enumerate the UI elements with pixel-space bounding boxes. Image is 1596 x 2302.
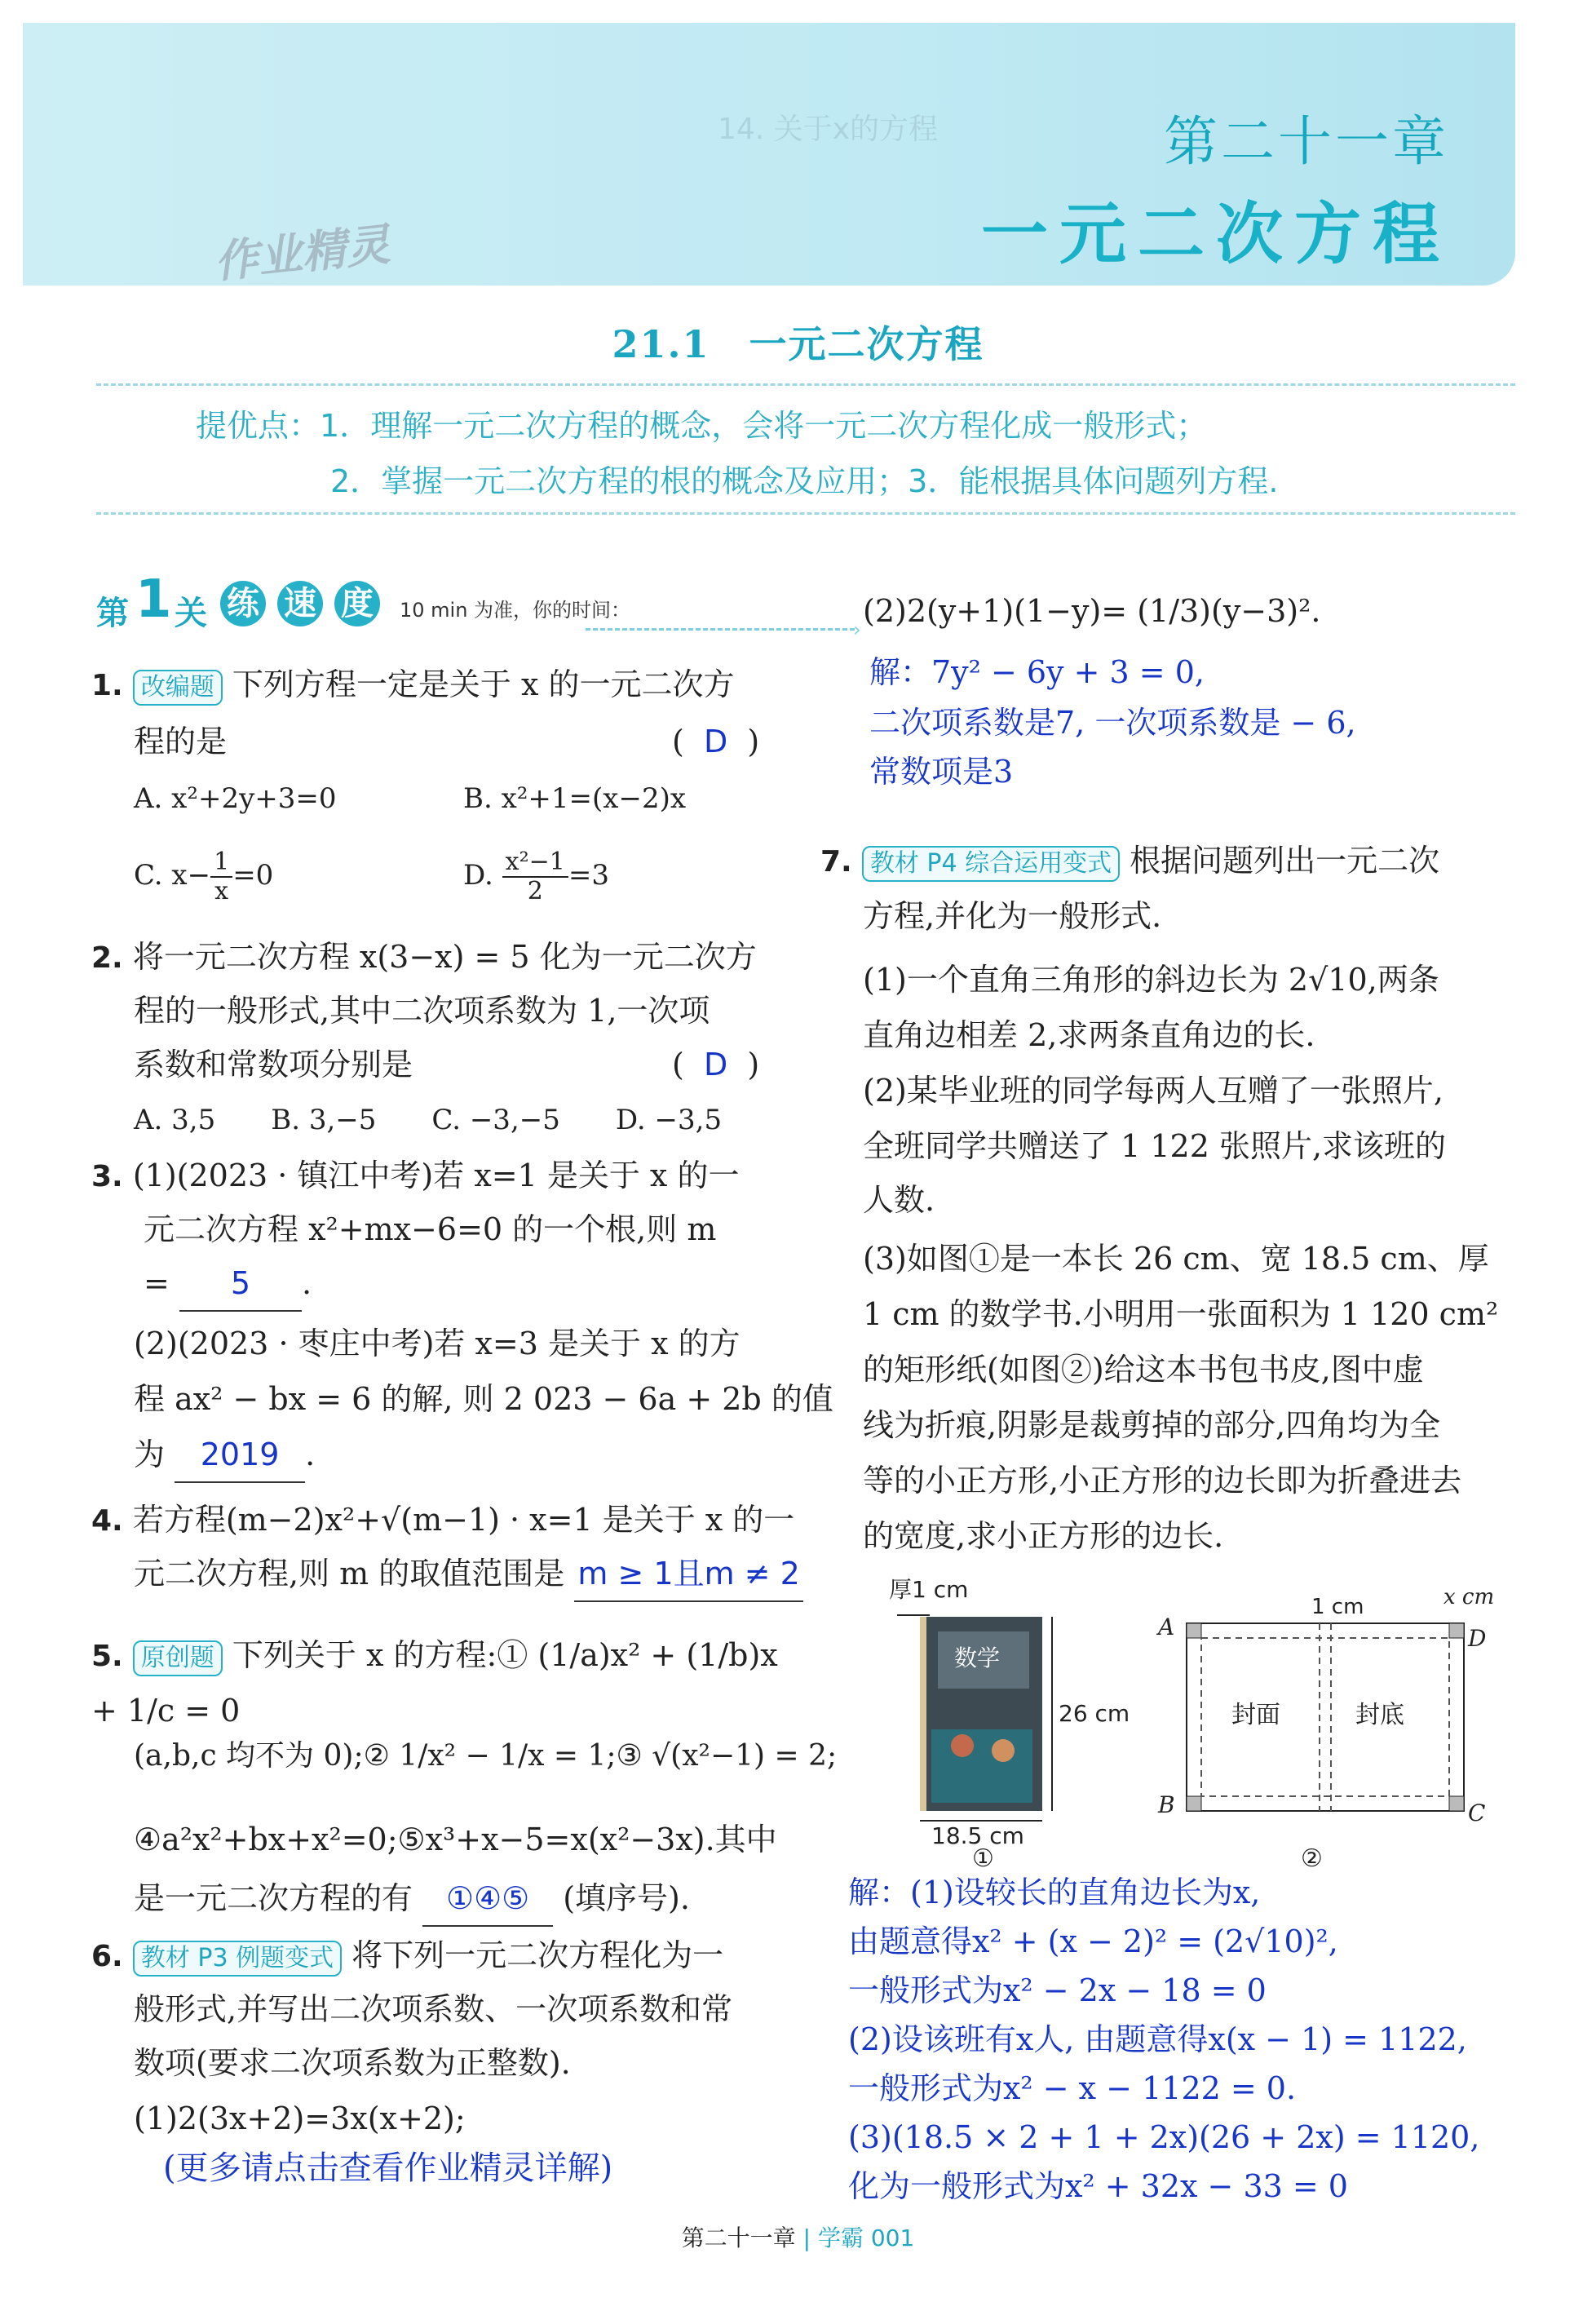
bleed-through-text: 14. 关于x的方程 — [718, 113, 939, 146]
q1-answer: D — [703, 724, 728, 759]
q6-solution-2: 二次项系数是7, 一次项系数是 − 6, — [869, 705, 1356, 741]
question-7: 7. 教材 P4 综合运用变式 根据问题列出一元二次 — [820, 834, 1530, 889]
fig2-caption: ② — [1301, 1844, 1323, 1868]
key-line-1: 1．理解一元二次方程的概念，会将一元二次方程化成一般形式； — [320, 408, 1208, 444]
section-title: 21.1 一元二次方程 — [612, 322, 984, 366]
footer-brand: 学霸 — [817, 2225, 864, 2251]
badge-du: 度 — [334, 581, 380, 626]
q2-line3: 系数和常数项分别是 ( D ) — [134, 1047, 760, 1082]
page-number: 001 — [870, 2225, 915, 2251]
q7-line5: (2)某毕业班的同学每两人互赠了一张照片, — [863, 1073, 1443, 1109]
fig2-vertex-c: C — [1468, 1800, 1486, 1826]
tag-textbook-p3: 教材 P3 例题变式 — [133, 1941, 342, 1977]
q1-line2: 程的是 ( D ) — [134, 724, 760, 759]
fig2-corner-b — [1187, 1796, 1201, 1811]
fig2-x-label: x cm — [1443, 1585, 1495, 1609]
q1-option-b: B. x²+1=(x−2)x — [463, 782, 687, 815]
q6-part2: (2)2(y+1)(1−y)= (1/3)(y−3)². — [863, 593, 1321, 629]
chapter-title: 一元二次方程 — [980, 196, 1451, 273]
question-2: 2. 将一元二次方程 x(3−x) = 5 化为一元二次方 — [91, 939, 757, 975]
level-header — [96, 569, 861, 641]
divider-top — [96, 383, 1515, 386]
tag-adapted: 改编题 — [133, 670, 223, 706]
fig1-caption: ① — [972, 1844, 994, 1868]
q4-line2: 元二次方程,则 m 的取值范围是 m ≥ 1且m ≠ 2 — [134, 1547, 819, 1602]
badge-lian: 练 — [220, 581, 266, 626]
q2-options: A. 3,5 B. 3,−5 C. −3,−5 D. −3,5 — [134, 1104, 723, 1136]
q1-option-d: D. $\frac{\text{x²−1}}{2}$ =3 — [463, 848, 609, 905]
footer-chapter: 第二十一章 — [681, 2225, 796, 2251]
fig1-art-figure-2 — [992, 1739, 1015, 1762]
q7-solution-1: 解：(1)设较长的直角边长为x, — [848, 1875, 1261, 1910]
q1-option-a: A. x²+2y+3=0 — [134, 782, 337, 815]
q2-answer: D — [703, 1047, 728, 1082]
badge-su: 速 — [277, 581, 323, 626]
q7-line6: 全班同学共赠送了 1 122 张照片,求该班的 — [863, 1128, 1447, 1164]
fig2-vertex-b: B — [1158, 1791, 1175, 1818]
q3-line3: = 5 . — [144, 1256, 312, 1312]
q7-line8: (3)如图①是一本长 26 cm、宽 18.5 cm、厚 — [863, 1241, 1489, 1277]
q7-line13: 的宽度,求小正方形的边长. — [863, 1518, 1224, 1554]
q6-line3: 数项(要求二次项系数为正整数). — [134, 2045, 571, 2081]
q6-solution-3: 常数项是3 — [869, 754, 1014, 790]
q6-solution-1: 解：7y² − 6y + 3 = 0, — [869, 654, 1205, 690]
key-label: 提优点： — [196, 408, 321, 444]
level-guan: 关 — [175, 595, 207, 632]
q5-answer: ①④⑤ — [422, 1871, 553, 1927]
fig2-back-label: 封底 — [1355, 1701, 1404, 1729]
fig1-book-title: 数学 — [954, 1645, 1001, 1671]
fig2-paper — [1187, 1623, 1464, 1811]
q7-line7: 人数. — [863, 1182, 935, 1218]
q7-line3: (1)一个直角三角形的斜边长为 2√10,两条 — [863, 962, 1439, 998]
fig1-art-figure-1 — [951, 1734, 974, 1757]
question-4: 4. 若方程(m−2)x²+√(m−1) · x=1 是关于 x 的一 — [91, 1502, 795, 1538]
footer-separator: | — [802, 2225, 811, 2251]
question-1: 1. 改编题 下列方程一定是关于 x 的一元二次方 — [91, 657, 793, 713]
q5-line2: (a,b,c 均不为 0);② 1/x² − 1/x = 1;③ √(x²−1) = 2; — [134, 1739, 838, 1773]
q3-line4: (2)(2023 · 枣庄中考)若 x=3 是关于 x 的方 — [134, 1326, 741, 1361]
q6-part1: (1)2(3x+2)=3x(x+2); — [134, 2101, 466, 2136]
question-6: 6. 教材 P3 例题变式 将下列一元二次方程化为一 — [91, 1928, 809, 1984]
fig1-thickness-label: 厚1 cm — [889, 1576, 969, 1603]
tag-textbook-p4: 教材 P4 综合运用变式 — [862, 846, 1120, 882]
q7-line10: 的矩形纸(如图②)给这本书包书皮,图中虚 — [863, 1352, 1424, 1388]
chapter-number: 第二十一章 — [1164, 110, 1449, 173]
q5-line3: ④a²x²+bx+x²=0;⑤x³+x−5=x(x²−3x).其中 — [134, 1822, 777, 1857]
q3-answer-1: 5 — [179, 1256, 302, 1312]
more-details-link[interactable]: (更多请点击查看作业精灵详解) — [163, 2149, 613, 2187]
fig1-width-label: 18.5 cm — [931, 1822, 1024, 1849]
q7-solution-3: 一般形式为x² − 2x − 18 = 0 — [848, 1972, 1267, 2008]
page-footer — [0, 2220, 1596, 2253]
watermark-logo: 作业精灵 — [211, 218, 393, 289]
q7-line4: 直角边相差 2,求两条直角边的长. — [863, 1017, 1315, 1053]
q7-solution-6: (3)(18.5 × 2 + 1 + 2x)(26 + 2x) = 1120, — [848, 2119, 1480, 2155]
divider-bottom — [96, 512, 1515, 515]
question-3: 3. (1)(2023 · 镇江中考)若 x=1 是关于 x 的一 — [91, 1158, 740, 1193]
q3-line6: 为 2019 . — [134, 1428, 315, 1483]
time-line — [586, 628, 855, 631]
fig2-vertex-d: D — [1468, 1625, 1487, 1652]
fig1-book-spine — [920, 1617, 926, 1811]
q7-line12: 等的小正方形,小正方形的边长即为折叠进去 — [863, 1463, 1462, 1499]
q7-solution-2: 由题意得x² + (x − 2)² = (2√10)², — [848, 1923, 1338, 1959]
q7-line11: 线为折痕,阴影是裁剪掉的部分,四角均为全 — [863, 1407, 1441, 1443]
q7-solution-7: 化为一般形式为x² + 32x − 33 = 0 — [848, 2168, 1348, 2204]
key-line-2: 2．掌握一元二次方程的根的概念及应用；3．能根据具体问题列方程. — [330, 463, 1279, 499]
arrow-icon: › — [853, 618, 861, 641]
fig2-corner-c — [1449, 1796, 1464, 1811]
key-points — [196, 398, 1278, 509]
q7-line9: 1 cm 的数学书.小明用一张面积为 1 120 cm² — [863, 1296, 1499, 1332]
q4-answer: m ≥ 1且m ≠ 2 — [574, 1547, 802, 1602]
fig2-corner-a — [1187, 1623, 1201, 1638]
fig2-front-label: 封面 — [1231, 1701, 1280, 1729]
q3-line2: 元二次方程 x²+mx−6=0 的一个根,则 m — [144, 1211, 717, 1247]
fig2-corner-d — [1449, 1623, 1464, 1638]
q7-line2: 方程,并化为一般形式. — [863, 898, 1162, 934]
time-note: 10 min 为准，你的时间： — [400, 599, 631, 622]
fig1-cover-art — [931, 1729, 1032, 1803]
fig2-vertex-a: A — [1158, 1614, 1175, 1640]
q5-line4: 是一元二次方程的有 ①④⑤ (填序号). — [134, 1871, 690, 1927]
q7-solution-4: (2)设该班有x人, 由题意得x(x − 1) = 1122, — [848, 2021, 1467, 2057]
q7-solution-5: 一般形式为x² − x − 1122 = 0. — [848, 2070, 1297, 2106]
q7-figures — [881, 1566, 1533, 1868]
tag-original: 原创题 — [133, 1640, 223, 1676]
level-di: 第 — [96, 595, 129, 632]
fig1-height-label: 26 cm — [1059, 1700, 1130, 1727]
level-number: 1 — [135, 569, 172, 630]
q6-line2: 般形式,并写出二次项系数、一次项系数和常 — [134, 1991, 733, 2027]
question-5: 5. 原创题 下列关于 x 的方程:① (1/a)x² + (1/b)x + 1/c = 0 — [91, 1637, 778, 1729]
q3-line5: 程 ax² − bx = 6 的解, 则 2 023 − 6a + 2b 的值 — [134, 1381, 833, 1417]
fig2-gap-label: 1 cm — [1311, 1595, 1364, 1619]
q2-line2: 程的一般形式,其中二次项系数为 1,一次项 — [134, 993, 710, 1029]
q1-option-c: C. x− $\frac{1}{x}$ =0 — [134, 848, 274, 905]
q3-answer-2: 2019 — [175, 1428, 305, 1483]
